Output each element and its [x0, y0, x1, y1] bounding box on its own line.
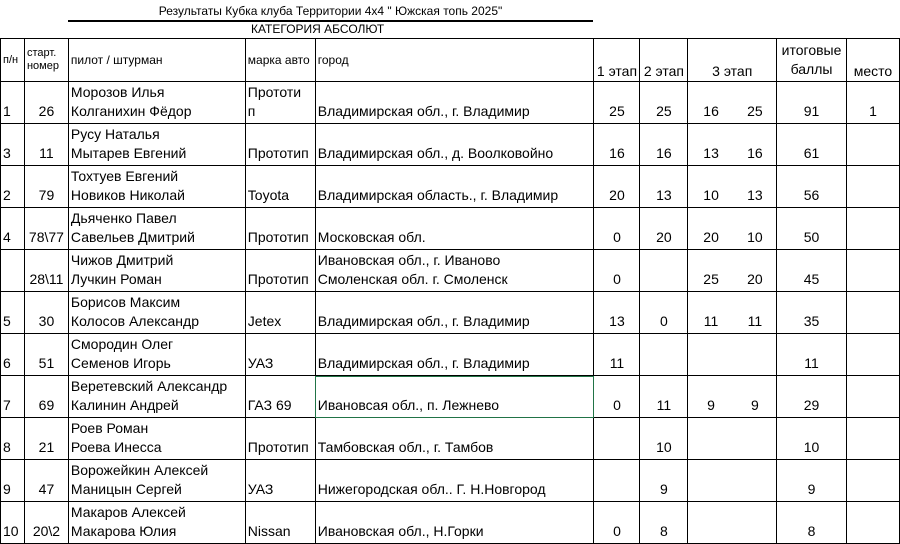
header-place[interactable]: место	[847, 39, 900, 82]
category-label: КАТЕГОРИЯ АБСОЛЮТ	[251, 22, 385, 36]
car-line-1: Прототи	[247, 84, 302, 100]
car-line-1	[248, 293, 313, 312]
car-line-1	[248, 251, 313, 270]
city-cell[interactable]	[315, 376, 594, 418]
city-line-1	[318, 419, 592, 438]
city-cell[interactable]	[315, 166, 594, 208]
crew-cell[interactable]	[68, 208, 245, 250]
place-cell[interactable]	[847, 208, 900, 250]
crew-cell[interactable]	[68, 82, 245, 124]
total-cell[interactable]: 8	[777, 502, 847, 544]
stage-2-cell[interactable]: 20	[640, 208, 688, 250]
stage-3b-cell[interactable]	[734, 460, 777, 502]
stage-3b-cell[interactable]: 25	[734, 82, 777, 124]
row-number-cell[interactable]: 5	[1, 292, 25, 334]
car-line-2: Прототип	[247, 229, 309, 245]
city-line-1	[318, 293, 592, 312]
place-cell[interactable]	[847, 166, 900, 208]
city-line-2: Тамбовская обл., г. Тамбов	[317, 439, 494, 455]
crew-cell[interactable]	[68, 502, 245, 544]
table-row	[1, 502, 900, 544]
row-number-cell[interactable]	[1, 250, 25, 292]
crew-cell[interactable]	[68, 166, 245, 208]
pilot-name: Веретевский Александр	[70, 378, 228, 394]
city-cell[interactable]	[315, 334, 594, 376]
table-row	[1, 460, 900, 502]
city-cell[interactable]	[315, 418, 594, 460]
city-cell[interactable]	[315, 208, 594, 250]
row-number-cell[interactable]: 6	[1, 334, 25, 376]
place-cell[interactable]	[847, 250, 900, 292]
crew-cell[interactable]	[68, 292, 245, 334]
start-number-cell[interactable]: 69	[24, 376, 68, 418]
stage-2-cell[interactable]: 11	[640, 376, 688, 418]
total-cell[interactable]: 45	[777, 250, 847, 292]
car-line-1	[248, 167, 313, 186]
row-number-cell[interactable]: 9	[1, 460, 25, 502]
navigator-name: Колосов Александр	[70, 313, 199, 329]
stage-1-cell[interactable]: 0	[594, 208, 640, 250]
header-car[interactable]: марка авто	[245, 39, 315, 82]
place-cell[interactable]	[847, 502, 900, 544]
city-cell[interactable]	[315, 502, 594, 544]
total-cell[interactable]: 61	[777, 124, 847, 166]
pilot-name: Чижов Дмитрий	[70, 252, 174, 268]
start-number-cell[interactable]: 30	[24, 292, 68, 334]
pilot-name: Морозов Илья	[70, 84, 165, 100]
city-line-1	[318, 503, 592, 522]
car-line-2: Jetex	[247, 313, 282, 329]
navigator-name: Новиков Николай	[70, 187, 185, 203]
stage-1-cell[interactable]: 16	[594, 124, 640, 166]
stage-1-cell[interactable]: 0	[594, 376, 640, 418]
city-line-2: Владимирская обл., г. Владимир	[317, 103, 530, 119]
pilot-name: Русу Наталья	[70, 126, 160, 142]
place-cell[interactable]	[847, 334, 900, 376]
start-number-cell[interactable]: 79	[24, 166, 68, 208]
start-number-cell[interactable]: 26	[24, 82, 68, 124]
start-number-cell[interactable]: 51	[24, 334, 68, 376]
stage-1-cell[interactable]: 0	[594, 250, 640, 292]
city-line-1	[318, 167, 592, 186]
car-line-1	[248, 419, 313, 438]
pilot-name: Тохтуев Евгений	[70, 168, 179, 184]
total-cell[interactable]: 11	[777, 334, 847, 376]
pilot-name: Роев Роман	[70, 420, 149, 436]
crew-cell[interactable]	[68, 334, 245, 376]
stage-2-cell[interactable]: 10	[640, 418, 688, 460]
car-cell[interactable]	[245, 292, 315, 334]
city-line-2: Владимирская область., г. Владимир	[317, 187, 559, 203]
city-line-2: Владимирская обл., д. Воолковойно	[317, 145, 554, 161]
stage-1-cell[interactable]: 11	[594, 334, 640, 376]
city-line-1	[318, 335, 592, 354]
row-number-cell[interactable]: 4	[1, 208, 25, 250]
total-cell[interactable]: 91	[777, 82, 847, 124]
city-line-2: Смоленская обл. г. Смоленск	[317, 271, 508, 287]
city-line-2: Нижегородская обл.. Г. Н.Новгород	[317, 481, 546, 497]
stage-3b-cell[interactable]: 20	[734, 250, 777, 292]
car-line-1	[248, 209, 313, 228]
car-line-1: ГАЗ 69	[247, 397, 292, 413]
crew-cell[interactable]	[68, 376, 245, 418]
city-cell[interactable]	[315, 250, 594, 292]
navigator-name: Макарова Юлия	[70, 523, 177, 539]
row-number-cell[interactable]: 7	[1, 376, 25, 418]
total-cell[interactable]: 9	[777, 460, 847, 502]
stage-1-cell[interactable]: 0	[594, 502, 640, 544]
stage-3b-cell[interactable]	[734, 502, 777, 544]
stage-3a-cell[interactable]: 16	[688, 82, 734, 124]
car-line-2: Прототип	[247, 271, 309, 287]
car-line-2: Toyota	[247, 187, 290, 203]
stage-3a-cell[interactable]: 10	[688, 166, 734, 208]
car-cell[interactable]	[245, 376, 315, 418]
stage-1-cell[interactable]	[594, 460, 640, 502]
place-cell[interactable]	[847, 460, 900, 502]
header-stage-3[interactable]: 3 этап	[688, 39, 777, 82]
stage-3a-cell[interactable]	[688, 502, 734, 544]
navigator-name: Колганихин Фёдор	[70, 103, 192, 119]
table-row	[1, 124, 900, 166]
stage-1-cell[interactable]: 13	[594, 292, 640, 334]
place-cell[interactable]	[847, 418, 900, 460]
city-line-1: Московская обл.	[317, 229, 426, 245]
stage-3a-cell[interactable]: 20	[688, 208, 734, 250]
table-row	[1, 166, 900, 208]
start-number-cell[interactable]: 20\2	[24, 502, 68, 544]
city-line-2: Владимирская обл., г. Владимир	[317, 313, 530, 329]
total-cell[interactable]: 29	[777, 376, 847, 418]
navigator-name: Калинин Андрей	[70, 397, 179, 413]
header-start-number[interactable]: старт. номер	[24, 39, 68, 82]
pilot-name: Макаров Алексей	[70, 504, 186, 520]
city-line-1: Ивановская обл., г. Иваново	[317, 252, 501, 268]
stage-3b-cell[interactable]: 16	[734, 124, 777, 166]
car-line-1	[248, 503, 313, 522]
stage-3b-cell[interactable]	[734, 418, 777, 460]
car-cell[interactable]	[245, 460, 315, 502]
results-body	[1, 82, 900, 544]
start-number-cell[interactable]: 28\11	[24, 250, 68, 292]
start-number-cell[interactable]: 21	[24, 418, 68, 460]
stage-2-cell[interactable]	[640, 250, 688, 292]
row-number-cell[interactable]: 10	[1, 502, 25, 544]
city-line-1: Ивановсая обл., п. Лежнево	[317, 397, 500, 413]
stage-3b-cell[interactable]: 11	[734, 292, 777, 334]
navigator-name: Лучкин Роман	[70, 271, 162, 287]
crew-cell[interactable]	[68, 418, 245, 460]
city-line-2: Владимирская обл., г. Владимир	[317, 355, 530, 371]
car-cell[interactable]	[245, 208, 315, 250]
stage-3b-cell[interactable]: 9	[734, 376, 777, 418]
city-line-1	[318, 125, 592, 144]
table-row	[1, 82, 900, 124]
table-row	[1, 334, 900, 376]
car-cell[interactable]	[245, 334, 315, 376]
header-total[interactable]: итоговые баллы	[777, 39, 847, 82]
stage-1-cell[interactable]: 20	[594, 166, 640, 208]
city-cell[interactable]	[315, 460, 594, 502]
car-line-2: Прототип	[247, 145, 309, 161]
navigator-name: Савельев Дмитрий	[70, 229, 195, 245]
start-number-cell[interactable]: 47	[24, 460, 68, 502]
car-line-1	[248, 335, 313, 354]
car-line-2: Nissan	[247, 523, 291, 539]
place-cell[interactable]	[847, 292, 900, 334]
header-city[interactable]: город	[315, 39, 594, 82]
stage-2-cell[interactable]: 16	[640, 124, 688, 166]
car-line-2: УАЗ	[247, 355, 274, 371]
city-line-2: Ивановская обл., Н.Горки	[317, 523, 484, 539]
car-cell[interactable]	[245, 502, 315, 544]
stage-3b-cell[interactable]: 13	[734, 166, 777, 208]
stage-3a-cell[interactable]: 11	[688, 292, 734, 334]
car-line-2: Прототип	[247, 439, 309, 455]
navigator-name: Семенов Игорь	[70, 355, 171, 371]
row-number-cell[interactable]: 1	[1, 82, 25, 124]
car-cell[interactable]	[245, 418, 315, 460]
stage-3a-cell[interactable]	[688, 418, 734, 460]
car-line-1	[248, 125, 313, 144]
start-number-cell[interactable]: 11	[24, 124, 68, 166]
stage-2-cell[interactable]: 25	[640, 82, 688, 124]
table-row	[1, 250, 900, 292]
crew-cell[interactable]	[68, 124, 245, 166]
stage-2-cell[interactable]: 0	[640, 292, 688, 334]
stage-1-cell[interactable]	[594, 418, 640, 460]
city-cell[interactable]	[315, 124, 594, 166]
car-line-1	[248, 461, 313, 480]
sheet-title: Результаты Кубка клуба Территории 4х4 " Южская топь 2025"	[68, 2, 593, 22]
stage-3b-cell[interactable]: 10	[734, 208, 777, 250]
row-number-cell[interactable]: 2	[1, 166, 25, 208]
stage-1-cell[interactable]: 25	[594, 82, 640, 124]
stage-2-cell[interactable]: 13	[640, 166, 688, 208]
header-stage-2[interactable]: 2 этап	[640, 39, 688, 82]
stage-3a-cell[interactable]	[688, 334, 734, 376]
car-line-2: УАЗ	[247, 481, 274, 497]
stage-3a-cell[interactable]: 13	[688, 124, 734, 166]
table-row	[1, 376, 900, 418]
table-row	[1, 292, 900, 334]
navigator-name: Мытарев Евгений	[70, 145, 187, 161]
start-number-cell[interactable]: 78\77	[24, 208, 68, 250]
car-line-2: п	[247, 103, 256, 119]
city-line-1	[318, 83, 592, 102]
results-table	[0, 38, 900, 544]
total-cell[interactable]: 56	[777, 166, 847, 208]
stage-2-cell[interactable]	[640, 334, 688, 376]
total-cell[interactable]: 10	[777, 418, 847, 460]
table-row	[1, 418, 900, 460]
total-cell[interactable]: 50	[777, 208, 847, 250]
pilot-name: Смородин Олег	[70, 336, 174, 352]
car-cell[interactable]	[245, 82, 315, 124]
stage-2-cell[interactable]: 8	[640, 502, 688, 544]
row-number-cell[interactable]: 3	[1, 124, 25, 166]
crew-cell[interactable]	[68, 460, 245, 502]
header-row	[1, 39, 900, 82]
total-cell[interactable]: 35	[777, 292, 847, 334]
stage-3a-cell[interactable]: 9	[688, 376, 734, 418]
stage-3a-cell[interactable]: 25	[688, 250, 734, 292]
header-pn[interactable]: п/н	[1, 39, 25, 82]
navigator-name: Маницын Сергей	[70, 481, 182, 497]
car-cell[interactable]	[245, 124, 315, 166]
category-label-row	[245, 21, 593, 39]
navigator-name: Роева Инесса	[70, 439, 162, 455]
city-line-1	[318, 461, 592, 480]
pilot-name: Ворожейкин Алексей	[70, 462, 209, 478]
place-cell[interactable]: 1	[847, 82, 900, 124]
pilot-name: Борисов Максим	[70, 294, 181, 310]
place-cell[interactable]	[847, 376, 900, 418]
car-cell[interactable]	[245, 166, 315, 208]
stage-3a-cell[interactable]	[688, 460, 734, 502]
row-number-cell[interactable]: 8	[1, 418, 25, 460]
table-row	[1, 208, 900, 250]
pilot-name: Дьяченко Павел	[70, 210, 177, 226]
stage-3b-cell[interactable]	[734, 334, 777, 376]
city-cell[interactable]	[315, 292, 594, 334]
crew-cell[interactable]	[68, 250, 245, 292]
place-cell[interactable]	[847, 124, 900, 166]
header-pilot[interactable]: пилот / штурман	[68, 39, 245, 82]
city-cell[interactable]	[315, 82, 594, 124]
stage-2-cell[interactable]: 9	[640, 460, 688, 502]
car-cell[interactable]	[245, 250, 315, 292]
header-stage-1[interactable]: 1 этап	[594, 39, 640, 82]
